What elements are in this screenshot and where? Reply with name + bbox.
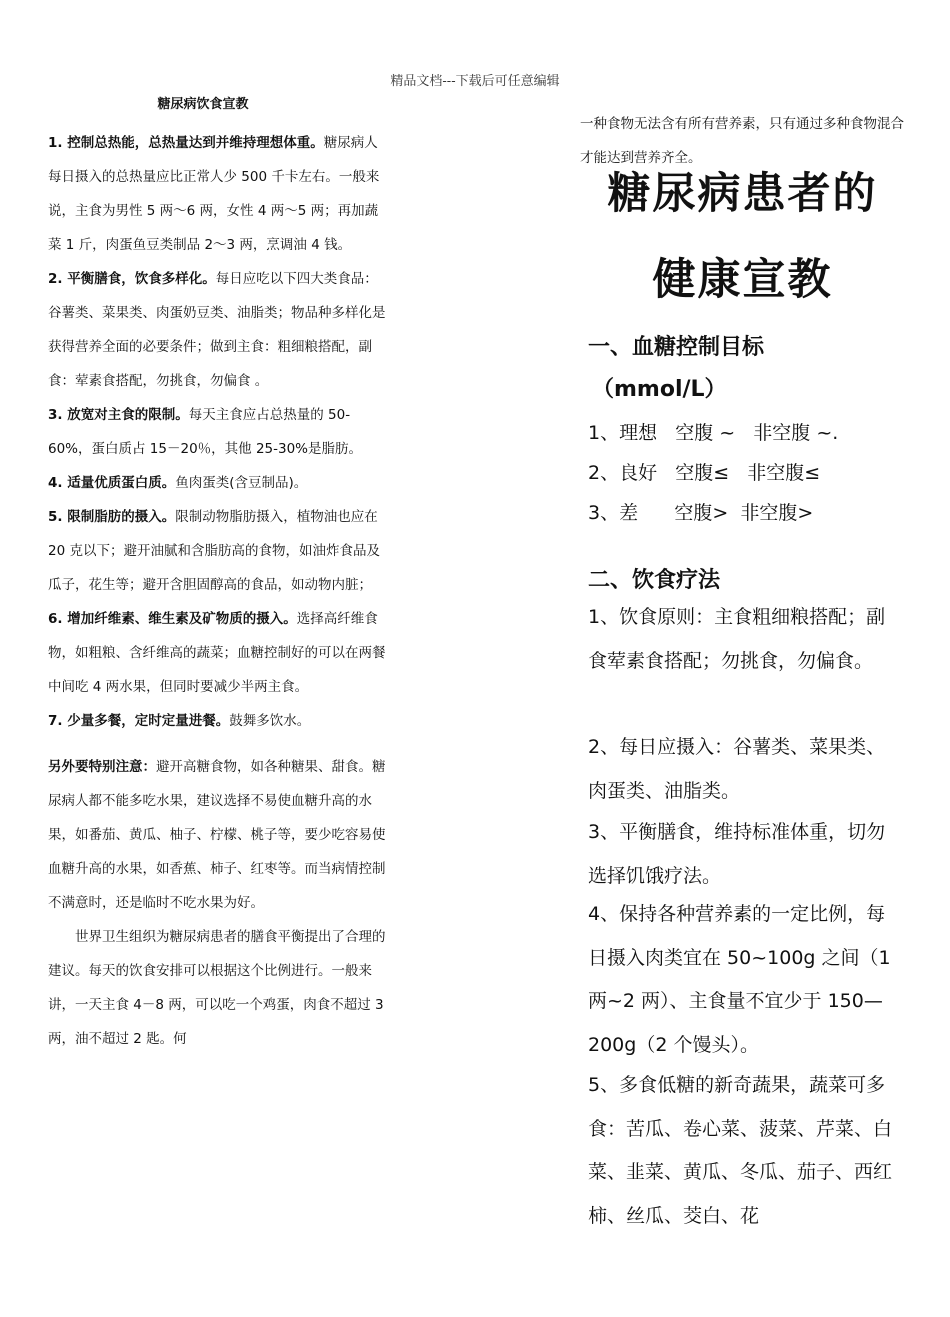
diet-item-2-text: 每日应吃以下四大类食品： 谷薯类、菜果类、肉蛋奶豆类、油脂类；物品种多样化是获得营养全面的必要条件；做到主食：粗细粮搭配，副食：荤素食搭配，勿挑食，勿偏食 。 <box>48 271 386 389</box>
right-top-text: 一种食物无法含有所有营养素，只有通过多种食物混合才能达到营养齐全。 <box>580 116 904 166</box>
diet-item-6-heading: 6. 增加纤维素、维生素及矿物质的摄入。 <box>48 611 297 627</box>
diet-item-7-heading: 7. 少量多餐，定时定量进餐。 <box>48 713 230 729</box>
target-row-poor: 3、差 空腹> 非空腹> <box>588 502 814 524</box>
diet-item-4-heading: 4. 适量优质蛋白质。 <box>48 475 176 491</box>
main-title-line-2: 健康宣教 <box>652 255 833 305</box>
diet-item-7 <box>48 704 388 738</box>
diet-item-5 <box>48 500 388 602</box>
main-title-line-1: 糖尿病患者的 <box>607 169 878 219</box>
diet-item-5-heading: 5. 限制脂肪的摄入。 <box>48 509 176 525</box>
target-row-good: 2、良好 空腹≤ 非空腹≤ <box>588 462 821 484</box>
left-title: 糖尿病饮食宣教 <box>157 97 249 112</box>
diet-item-3-heading: 3. 放宽对主食的限制。 <box>48 407 189 423</box>
diet-item-5-text: 限制动物脂肪摄入，植物油也应在 20 克以下；避开油腻和含脂肪高的食物，如油炸食品及瓜子，花生等；避开含胆固醇高的食品，如动物内脏； <box>48 509 380 593</box>
diet-item-3-text: 每天主食应占总热量的 50-60%，蛋白质占 15－20％，其他 25-30%是脂肪。 <box>48 407 362 457</box>
diet-rule-4: 4、保持各种营养素的一定比例，每日摄入肉类宜在 50~100g 之间（1 两~2 两）、主食量不宜少于 150—200g（2 个馒头）。 <box>588 903 891 1056</box>
section-1-title: 一、血糖控制目标 <box>588 335 765 360</box>
diet-item-6 <box>48 602 388 704</box>
diet-item-2 <box>48 262 388 398</box>
diet-item-7-text: 鼓舞多饮水。 <box>229 713 311 729</box>
left-column <box>48 93 388 1056</box>
diet-rule-2: 2、每日应摄入：谷薯类、菜果类、肉蛋类、油脂类。 <box>588 736 886 802</box>
diet-item-1 <box>48 126 388 262</box>
diet-item-3 <box>48 398 388 466</box>
special-note <box>48 750 388 920</box>
diet-item-1-text: 糖尿病人每日摄入的总热量应比正常人少 500 千卡左右。一般来说，主食为男性 5 两～6 两，女性 4 两～5 两；再加蔬菜 1 斤，肉蛋鱼豆类制品 2～3 两，烹调油 4 钱。 <box>48 135 380 253</box>
target-row-ideal: 1、理想 空腹 ~ 非空腹 ~. <box>588 422 839 444</box>
section-2-title: 二、饮食疗法 <box>588 568 721 593</box>
diet-item-2-heading: 2. 平衡膳食，饮食多样化。 <box>48 271 216 287</box>
page-header: 精品文档---下载后可任意编辑 <box>390 74 560 89</box>
section-1-unit: （mmol/L） <box>592 377 727 402</box>
diet-rule-3: 3、平衡膳食，维持标准体重，切勿选择饥饿疗法。 <box>588 821 886 887</box>
diet-rule-5: 5、多食低糖的新奇蔬果，蔬菜可多食：苦瓜、卷心菜、菠菜、芹菜、白菜、韭菜、黄瓜、冬瓜、茄子、西红柿、丝瓜、茭白、花 <box>588 1074 893 1227</box>
diet-rule-1: 1、饮食原则：主食粗细粮搭配；副食荤素食搭配；勿挑食，勿偏食。 <box>588 606 886 672</box>
diet-item-6-text: 选择高纤维食物，如粗粮、含纤维高的蔬菜；血糖控制好的可以在两餐中间吃 4 两水果，但同时要减少半两主食。 <box>48 611 386 695</box>
who-paragraph: 世界卫生组织为糖尿病患者的膳食平衡提出了合理的建议。每天的饮食安排可以根据这个比例进行。一般来讲，一天主食 4－8 两，可以吃一个鸡蛋，肉食不超过 3 两，油不超过 2 匙。何 <box>48 929 386 1047</box>
diet-item-1-heading: 1. 控制总热能，总热量达到并维持理想体重。 <box>48 135 324 151</box>
special-note-heading: 另外要特别注意： <box>48 759 156 775</box>
diet-item-4 <box>48 466 388 500</box>
diet-item-4-text: 鱼肉蛋类(含豆制品)。 <box>175 475 308 491</box>
special-note-text: 避开高糖食物，如各种糖果、甜食。糖尿病人都不能多吃水果，建议选择不易使血糖升高的水果，如番茄、黄瓜、柚子、柠檬、桃子等，要少吃容易使血糖升高的水果，如香蕉、柿子、红枣等。而当病情控制不满意时，还是临时不吃水果为好。 <box>48 759 386 911</box>
